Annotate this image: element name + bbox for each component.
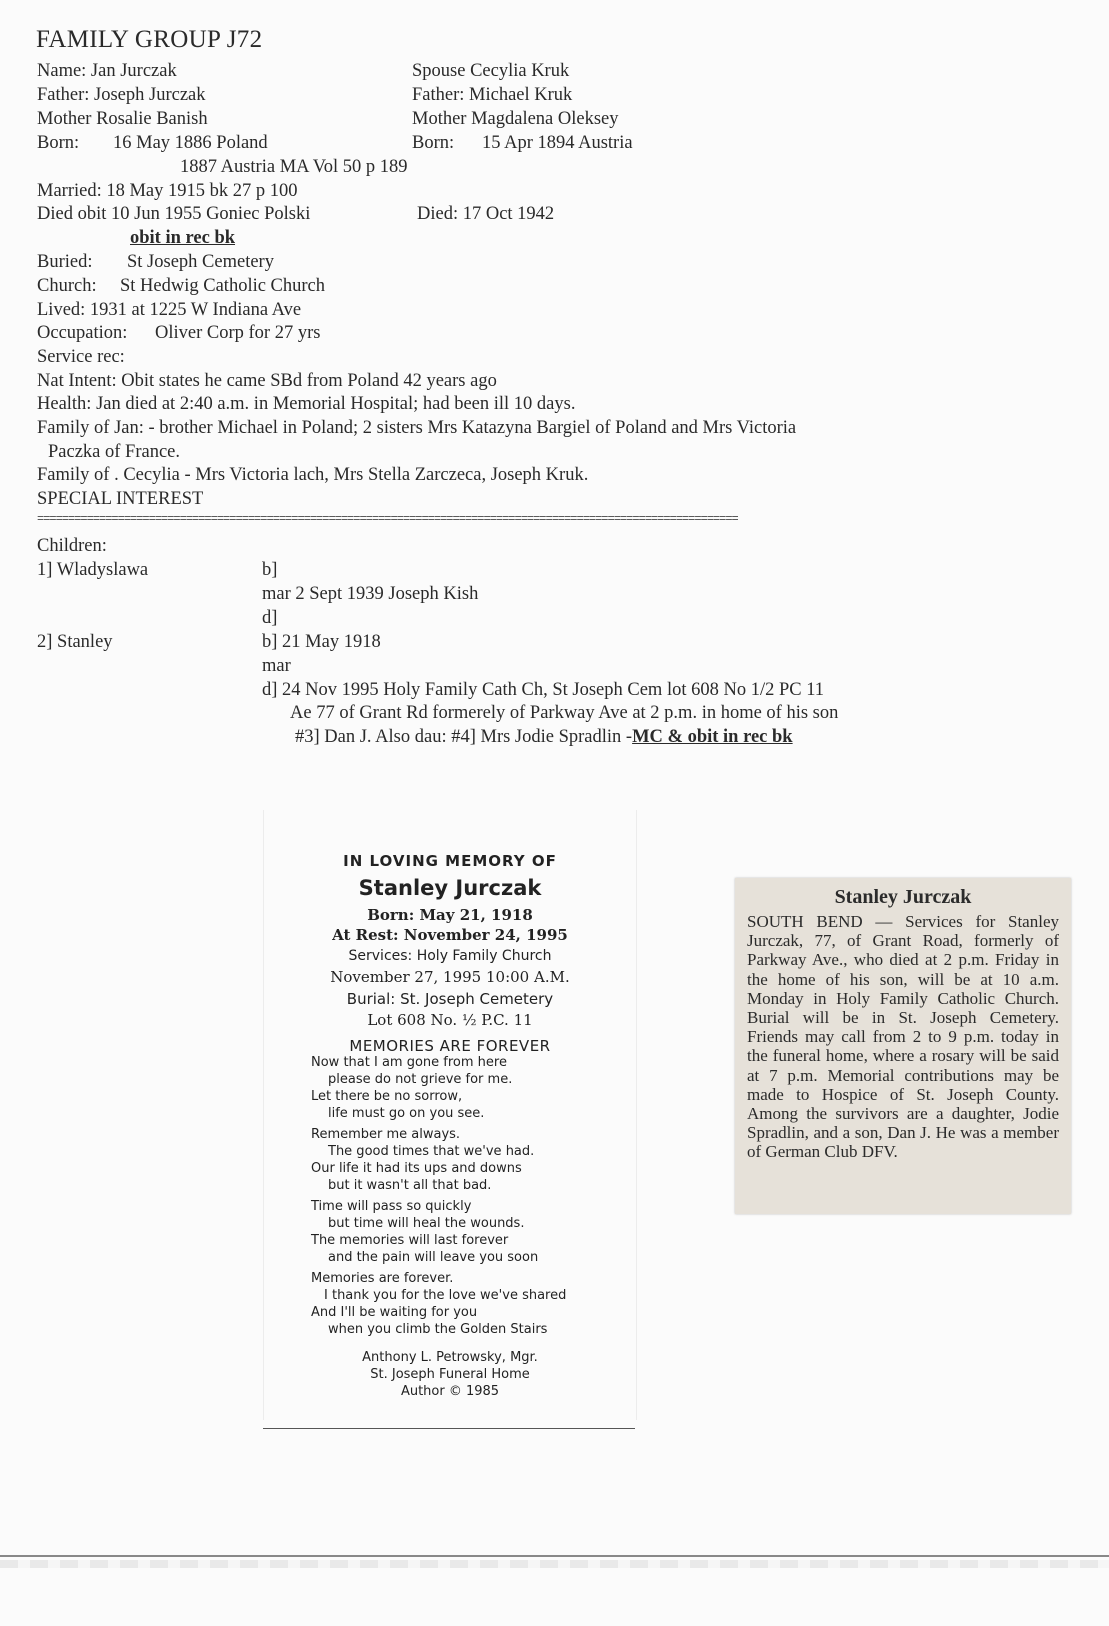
clipping-headline: Stanley Jurczak bbox=[834, 886, 972, 908]
poem-line: Time will pass so quickly bbox=[311, 1199, 472, 1214]
mc-obit-link: MC & obit in rec bk bbox=[632, 727, 793, 747]
poem-line: but time will heal the wounds. bbox=[328, 1216, 525, 1231]
card-manager: Anthony L. Petrowsky, Mgr. bbox=[362, 1350, 538, 1365]
family-of-cecylia: Family of . Cecylia - Mrs Victoria lach, Mrs Stella Zarczeca, Joseph Kruk. bbox=[37, 465, 589, 485]
card-poem-title: MEMORIES ARE FOREVER bbox=[349, 1037, 551, 1055]
poem-line: The good times that we've had. bbox=[328, 1144, 535, 1159]
family-of-jan-cont: Paczka of France. bbox=[48, 442, 181, 462]
wife-name: Spouse Cecylia Kruk bbox=[412, 61, 570, 81]
poem-line: Remember me always. bbox=[311, 1127, 461, 1142]
poem-line: Memories are forever. bbox=[311, 1271, 454, 1286]
church-label: Church: bbox=[37, 276, 97, 296]
child-2-name: 2] Stanley bbox=[37, 632, 113, 652]
poem-line: and the pain will leave you soon bbox=[328, 1250, 539, 1265]
poem-line: Now that I am gone from here bbox=[311, 1055, 507, 1070]
child-2-died: d] 24 Nov 1995 Holy Family Cath Ch, St Joseph Cem lot 608 No 1/2 PC 11 bbox=[262, 680, 825, 700]
page-title: FAMILY GROUP J72 bbox=[36, 26, 263, 53]
clipping-body: SOUTH BEND — Services for Stanley Jurczak, 77, of Grant Road, formerly of Parkway Ave., who died at 2 p.m. Friday in the home of his son, will be at 10 a.m. Monday in Holy Family Catholic Church. Burial will be in St. Joseph Cemetery. Friends may call from 2 to 9 p.m. today in the funeral home, where a rosary will be said at 7 p.m. Memorial contributions may be made to Hospice of St. Joseph County. Among the survivors are a daughter, Jodie Spradlin, and a son, Dan J. He was a member of German Club DFV. bbox=[747, 912, 1059, 1162]
card-funeral-home: St. Joseph Funeral Home bbox=[370, 1367, 530, 1382]
page-bottom-edge bbox=[0, 1555, 1109, 1557]
husband-died: Died obit 10 Jun 1955 Goniec Polski bbox=[37, 204, 311, 224]
husband-father: Father: Joseph Jurczak bbox=[37, 85, 206, 105]
child-2-married: mar bbox=[262, 656, 291, 676]
poem-line: The memories will last forever bbox=[311, 1233, 509, 1248]
scan-texture bbox=[0, 1560, 1109, 1568]
poem-line: Our life it had its ups and downs bbox=[311, 1161, 522, 1176]
service-record: Service rec: bbox=[37, 347, 125, 367]
card-service-date: November 27, 1995 10:00 A.M. bbox=[330, 968, 570, 986]
poem-line: I thank you for the love we've shared bbox=[324, 1288, 567, 1303]
family-of-jan: Family of Jan: - brother Michael in Poland; 2 sisters Mrs Katazyna Bargiel of Poland and Mrs Victoria bbox=[37, 418, 797, 438]
occupation: Oliver Corp for 27 yrs bbox=[155, 323, 321, 343]
poem-line: when you climb the Golden Stairs bbox=[328, 1322, 548, 1337]
child-2-note: Ae 77 of Grant Rd formerely of Parkway Ave at 2 p.m. in home of his son bbox=[290, 703, 839, 723]
child-2-survivors: #3] Dan J. Also dau: #4] Mrs Jodie Spradlin - bbox=[295, 727, 633, 747]
husband-mother: Mother Rosalie Banish bbox=[37, 109, 208, 129]
card-services: Services: Holy Family Church bbox=[348, 948, 552, 964]
husband-born: 16 May 1886 Poland bbox=[113, 133, 268, 153]
obit-note: obit in rec bk bbox=[130, 228, 236, 248]
wife-mother: Mother Magdalena Oleksey bbox=[412, 109, 619, 129]
child-2-born: b] 21 May 1918 bbox=[262, 632, 381, 652]
occupation-label: Occupation: bbox=[37, 323, 128, 343]
wife-father: Father: Michael Kruk bbox=[412, 85, 573, 105]
husband-born-label: Born: bbox=[37, 133, 80, 153]
card-heading: IN LOVING MEMORY OF bbox=[343, 852, 557, 870]
poem-line: but it wasn't all that bad. bbox=[328, 1178, 492, 1193]
poem-line: life must go on you see. bbox=[328, 1106, 485, 1121]
children-label: Children: bbox=[37, 536, 107, 556]
child-2-note-cont bbox=[295, 725, 793, 749]
buried-label: Buried: bbox=[37, 252, 93, 272]
card-burial: Burial: St. Joseph Cemetery bbox=[346, 990, 554, 1008]
card-author: Author © 1985 bbox=[400, 1384, 500, 1399]
separator-line: ================================================================================================================= bbox=[37, 512, 738, 526]
card-bottom-rule bbox=[263, 1428, 635, 1429]
husband-name: Name: Jan Jurczak bbox=[37, 61, 177, 81]
poem-line: And I'll be waiting for you bbox=[311, 1305, 478, 1320]
poem-line: please do not grieve for me. bbox=[328, 1072, 513, 1087]
child-1-died: d] bbox=[262, 608, 278, 628]
child-1-name: 1] Wladyslawa bbox=[37, 560, 149, 580]
wife-died: Died: 17 Oct 1942 bbox=[417, 204, 555, 224]
lived: Lived: 1931 at 1225 W Indiana Ave bbox=[37, 300, 302, 320]
poem-line: Let there be no sorrow, bbox=[311, 1089, 463, 1104]
child-1-born: b] bbox=[262, 560, 278, 580]
child-1-married: mar 2 Sept 1939 Joseph Kish bbox=[262, 584, 479, 604]
card-rest: At Rest: November 24, 1995 bbox=[332, 926, 568, 944]
husband-born-alt: 1887 Austria MA Vol 50 p 189 bbox=[180, 157, 408, 177]
card-name: Stanley Jurczak bbox=[358, 876, 542, 900]
card-born: Born: May 21, 1918 bbox=[367, 906, 533, 924]
nat-intent: Nat Intent: Obit states he came SBd from Poland 42 years ago bbox=[37, 371, 497, 391]
health: Health: Jan died at 2:40 a.m. in Memorial Hospital; had been ill 10 days. bbox=[37, 394, 576, 414]
obituary-clipping bbox=[735, 878, 1071, 1214]
buried: St Joseph Cemetery bbox=[127, 252, 274, 272]
wife-born: 15 Apr 1894 Austria bbox=[482, 133, 633, 153]
married: Married: 18 May 1915 bk 27 p 100 bbox=[37, 181, 298, 201]
special-interest: SPECIAL INTEREST bbox=[37, 489, 204, 509]
church: St Hedwig Catholic Church bbox=[120, 276, 326, 296]
wife-born-label: Born: bbox=[412, 133, 455, 153]
card-lot: Lot 608 No. ½ P.C. 11 bbox=[367, 1011, 533, 1029]
